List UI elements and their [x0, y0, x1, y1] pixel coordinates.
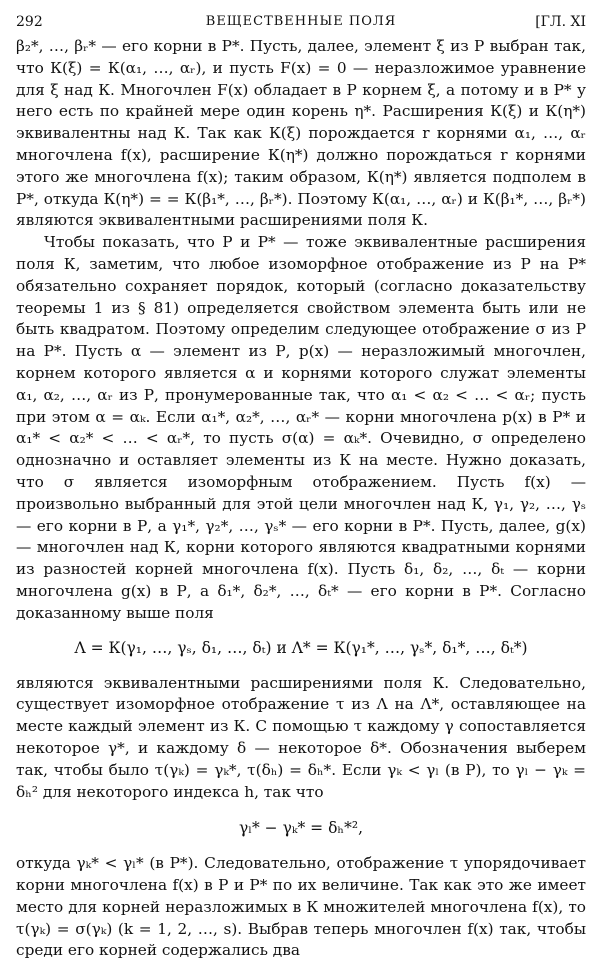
- page-header: [16, 8, 586, 36]
- running-title: ВЕЩЕСТВЕННЫЕ ПОЛЯ: [205, 14, 397, 29]
- chapter-label: [ГЛ. XI: [535, 14, 586, 30]
- book-page: [16, 8, 586, 962]
- paragraph-2: Чтобы показать, что Р и Р* — тоже эквивалентные расширения поля К, заметим, что любое изоморфное отображение из Р на Р* обязательно сохраняет порядок, который (согласно доказательству теоремы 1 из § 81) определяется свойством элемента быть или не быть квадратом. Поэтому определим следующее отображение σ из Р на Р*. Пусть α — элемент из Р, p(x) — неразложимый многочлен, корнем которого является α и корнями которого служат элементы α₁, α₂, …, αᵣ из Р, пронумерованные так, что α₁ < α₂ < … < αᵣ; пусть при этом α = αₖ. Если α₁*, α₂*, …, αᵣ* — корни многочлена p(x) в Р* и α₁* < α₂* < … < αᵣ*, то пусть σ(α) = αₖ*. Очевидно, σ определено однозначно и оставляет элементы из К на месте. Нужно доказать, что σ является изоморфным отображением. Пусть f(x) — произвольно выбранный для этой цели многочлен над К, γ₁, γ₂, …, γₛ — его корни в Р, а γ₁*, γ₂*, …, γₛ* — его корни в Р*. Пусть, далее, g(x) — многочлен над К, корни которого являются квадратными корнями из разностей корней многочлена f(x). Пусть δ₁, δ₂, …, δₜ — корни многочлена g(x) в Р, а δ₁*, δ₂*, …, δₜ* — его корни в Р*. Согласно доказанному выше поля: [16, 233, 586, 622]
- equation-2: γₗ* − γₖ* = δₕ*²,: [238, 819, 364, 838]
- paragraph-1: β₂*, …, βᵣ* — его корни в Р*. Пусть, далее, элемент ξ из Р выбран так, что К(ξ) = К(α₁, …, αᵣ), и пусть F(x) = 0 — неразложимое уравнение для ξ над К. Многочлен F(x) обладает в Р корнем ξ, а потому и в Р* у него есть по крайней мере один корень η*. Расширения К(ξ) и К(η*) эквивалентны над К. Так как К(ξ) порождается r корнями α₁, …, αᵣ многочлена f(x), расширение К(η*) должно порождаться r корнями этого же многочлена f(x); таким образом, К(η*) является подполем в Р*, откуда К(η*) = = К(β₁*, …, βᵣ*). Поэтому К(α₁, …, αᵣ) и К(β₁*, …, βᵣ*) являются эквивалентными расширениями поля К.: [16, 37, 586, 230]
- paragraph-4: откуда γₖ* < γₗ* (в Р*). Следовательно, отображение τ упорядочивает корни многочлена f(x) в Р и Р* по их величине. Так как это же имеет место для корней неразложимых в К множителей многочлена f(x), то τ(γₖ) = σ(γₖ) (k = 1, 2, …, s). Выбрав теперь многочлен f(x) так, чтобы среди его корней содержались два: [16, 854, 586, 960]
- equation-1: Λ = К(γ₁, …, γₛ, δ₁, …, δₜ) и Λ* = К(γ₁*, …, γₛ*, δ₁*, …, δₜ*): [74, 638, 528, 657]
- paragraph-3: являются эквивалентными расширениями поля К. Следовательно, существует изоморфное отображение τ из Λ на Λ*, оставляющее на месте каждый элемент из К. С помощью τ каждому γ сопоставляется некоторое γ*, и каждому δ — некоторое δ*. Обозначения выберем так, чтобы было τ(γₖ) = γₖ*, τ(δₕ) = δₕ*. Если γₖ < γₗ (в Р), то γₗ − γₖ = δₕ² для некоторого индекса h, так что: [16, 673, 586, 801]
- page-body: [16, 36, 586, 962]
- page-number: 292: [16, 14, 43, 30]
